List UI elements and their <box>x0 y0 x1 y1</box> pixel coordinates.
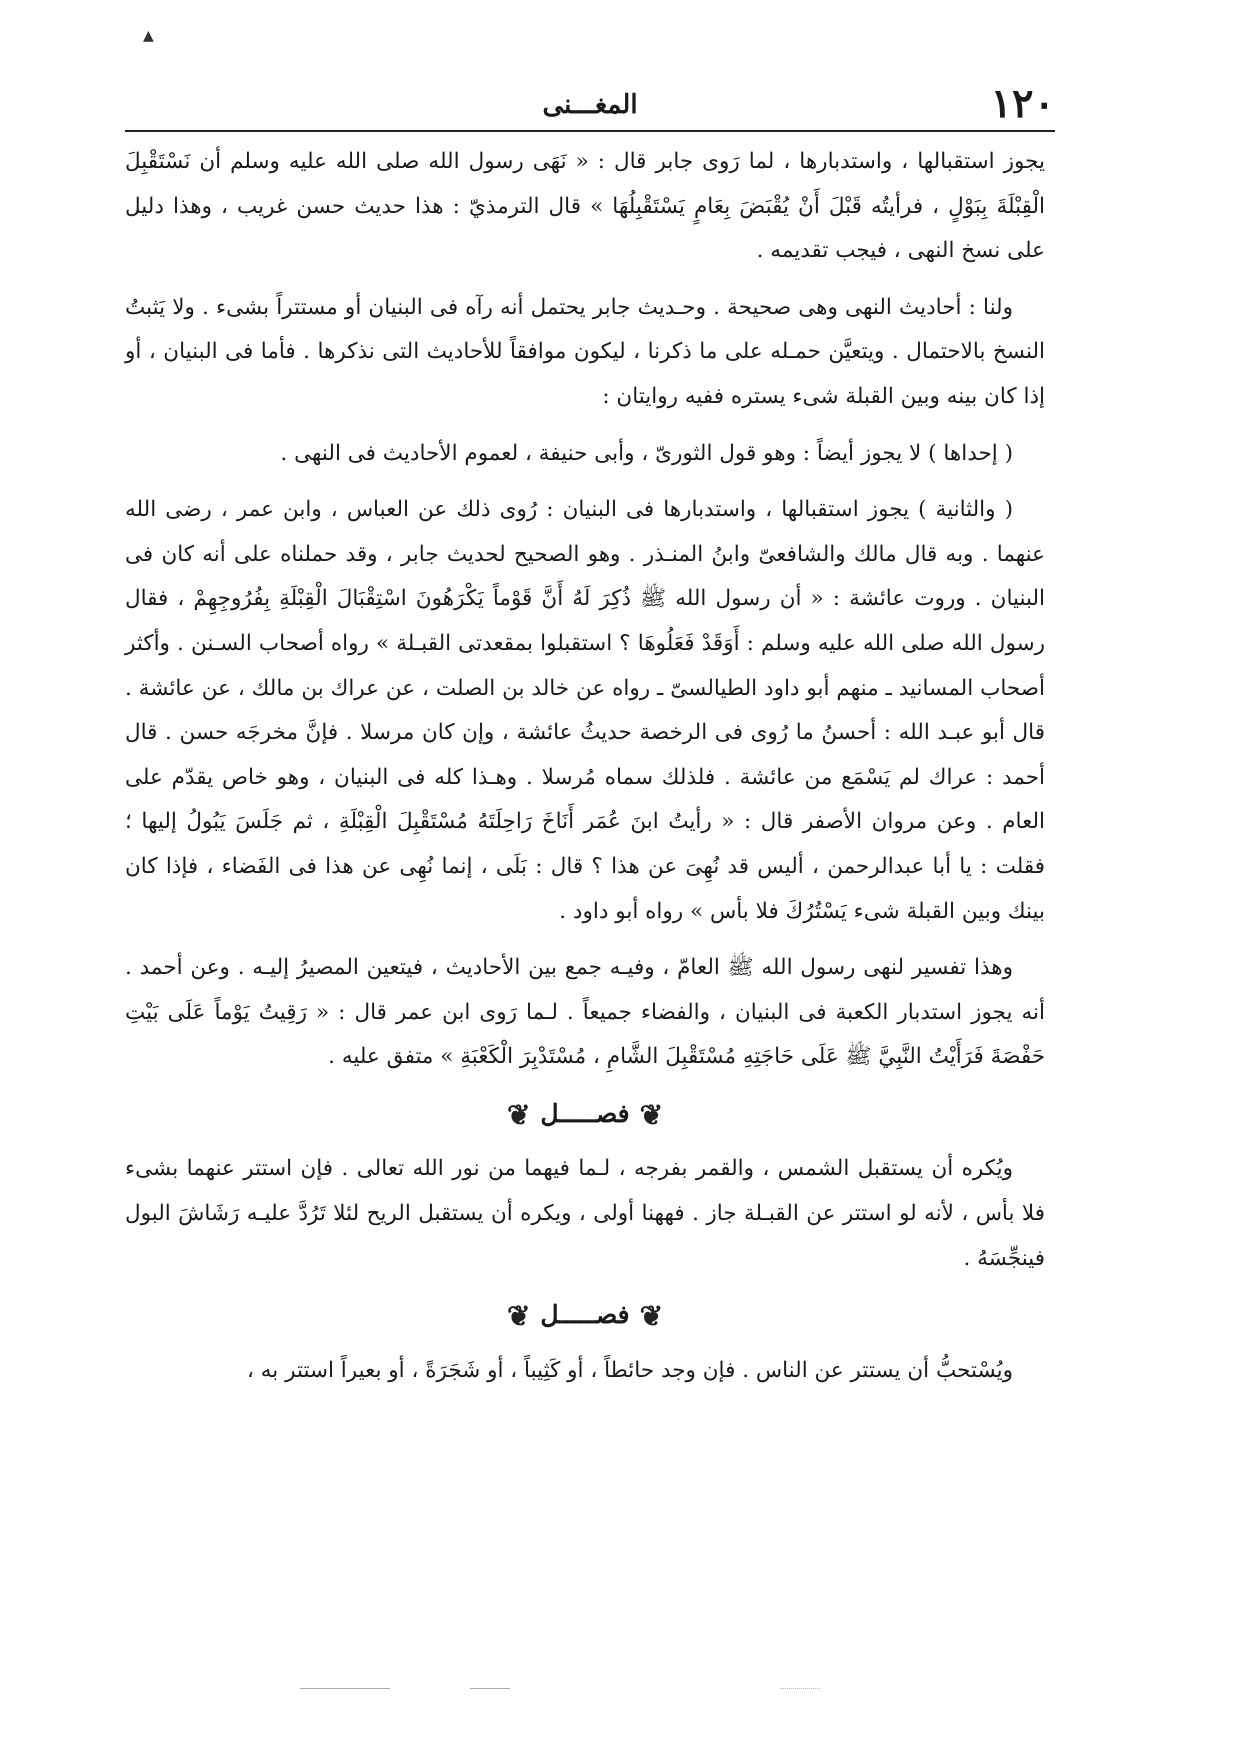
paragraph-7: ويُسْتحبُّ أن يستتر عن الناس . فإن وجد حائطاً ، أو كَثِيباً ، أو شَجَرَةً ، أو بعيراً استتر به ، <box>246 1357 1013 1383</box>
paragraph-6: ويُكره أن يستقبل الشمس ، والقمر بفرجه ، لـما فيهما من نور الله تعالى . فإن استتر عنهما بشىء فلا بأس ، لأنه لو استتر عن القبـلة جاز . فههنا أولى ، ويكره أن يستقبل الريح لئلا تَرُدَّ عليـه رَشَاشَ البول فينجِّسَهُ . <box>125 1156 1045 1271</box>
footer-mark <box>300 1688 390 1689</box>
ornament-left-icon: ❦ <box>506 1098 531 1132</box>
corner-mark: ▲ <box>143 28 154 44</box>
section-heading-label: فصـــــل <box>540 1098 630 1128</box>
page-number: ١٢٠ <box>990 80 1055 127</box>
footer-mark <box>780 1688 820 1689</box>
ornament-left-icon: ❦ <box>506 1299 531 1333</box>
ornament-right-icon: ❦ <box>639 1098 664 1132</box>
section-heading-1 <box>125 1094 1045 1136</box>
section-heading-label: فصـــــل <box>540 1300 630 1330</box>
header-rule <box>125 130 1055 132</box>
paragraph-3: ( إحداها ) لا يجوز أيضاً : وهو قول الثورىّ ، وأبى حنيفة ، لعموم الأحاديث فى النهى . <box>280 440 1013 466</box>
page-header <box>125 80 1055 126</box>
running-title: المغـــنى <box>542 90 638 120</box>
section-heading-2 <box>125 1295 1045 1337</box>
footer-mark <box>470 1688 510 1689</box>
paragraph-5: وهذا تفسير لنهى رسول الله ﷺ العامّ ، وفيـه جمع بين الأحاديث ، فيتعين المصيرُ إليـه . وعن أحمد . أنه يجوز استدبار الكعبة فى البنيان ، والفضاء جميعاً . لـما رَوى ابن عمر قال : « رَقِيتُ يَوْماً عَلَى بَيْتِ حَفْصَةَ فَرَأَيْتُ النَّبِيَّ ﷺ عَلَى حَاجَتِهِ مُسْتَقْبِلَ الشَّامِ ، مُسْتَدْبِرَ الْكَعْبَةِ » متفق عليه . <box>125 955 1045 1070</box>
footer-scan-marks <box>300 1688 1000 1698</box>
paragraph-4: ( والثانية ) يجوز استقبالها ، واستدبارها فى البنيان : رُوى ذلك عن العباس ، وابن عمر ، رضى الله عنهما . وبه قال مالك والشافعىّ وابنُ المنـذر . وهو الصحيح لحديث جابر ، وقد حملناه على أنه كان فى البنيان . وروت عائشة : « أن رسول الله ﷺ ذُكِرَ لَهُ أَنَّ قَوْماً يَكْرَهُونَ اسْتِقْبَالَ الْقِبْلَةِ بِفُرُوجِهِمْ ، فقال رسول الله صلى الله عليه وسلم : أَوَقَدْ فَعَلُوهَا ؟ استقبلوا بمقعدتى القبـلة » رواه أصحاب السـنن . وأكثر أصحاب المسانيد ـ منهم أبو داود الطيالسىّ ـ رواه عن خالد بن الصلت ، عن عراك بن مالك ، عن عائشة . قال أبو عبـد الله : أحسنُ ما رُوى فى الرخصة حديثُ عائشة ، وإن كان مرسلا . فإنَّ مخرجَه حسن . قال أحمد : عراك لم يَسْمَع من عائشة . فلذلك سماه مُرسلا . وهـذا كله فى البنيان ، وهو خاص يقدّم على العام . وعن مروان الأصفر قال : « رأيتُ ابنَ عُمَر أَنَاخَ رَاحِلَتَهُ مُسْتَقْبِلَ الْقِبْلَةِ ، ثم جَلَسَ يَبُولُ إليها ؛ فقلت : يا أبا عبدالرحمن ، أليس قد نُهِىَ عن هذا ؟ قال : بَلَى ، إنما نُهِى عن هذا فى الفَضاء ، فإذا كان بينك وبين القبلة شىء يَسْتُرُكَ فلا بأس » رواه أبو داود . <box>125 497 1045 924</box>
paragraph-2: ولنا : أحاديث النهى وهى صحيحة . وحـديث جابر يحتمل أنه رآه فى البنيان أو مستتراً بشىء . ولا يَثبتُ النسخ بالاحتمال . ويتعيَّن حمـله على ما ذكرنا ، ليكون موافقاً للأحاديث التى نذكرها . فأما فى البنيان ، أو إذا كان بينه وبين القبلة شىء يستره ففيه روايتان : <box>125 294 1045 409</box>
page-body <box>125 140 1045 1393</box>
paragraph-1: يجوز استقبالها ، واستدبارها ، لما رَوى جابر قال : « نَهَى رسول الله صلى الله عليه وسلم أن نَسْتَقْبِلَ الْقِبْلَةَ بِبَوْلٍ ، فرأيتُه قَبْلَ أَنْ يُقْبَضَ بِعَامٍ يَسْتَقْبِلُهَا » قال الترمذيّ : هذا حديث حسن غريب ، وهذا دليل على نسخ النهى ، فيجب تقديمه . <box>125 149 1045 264</box>
ornament-right-icon: ❦ <box>639 1299 664 1333</box>
